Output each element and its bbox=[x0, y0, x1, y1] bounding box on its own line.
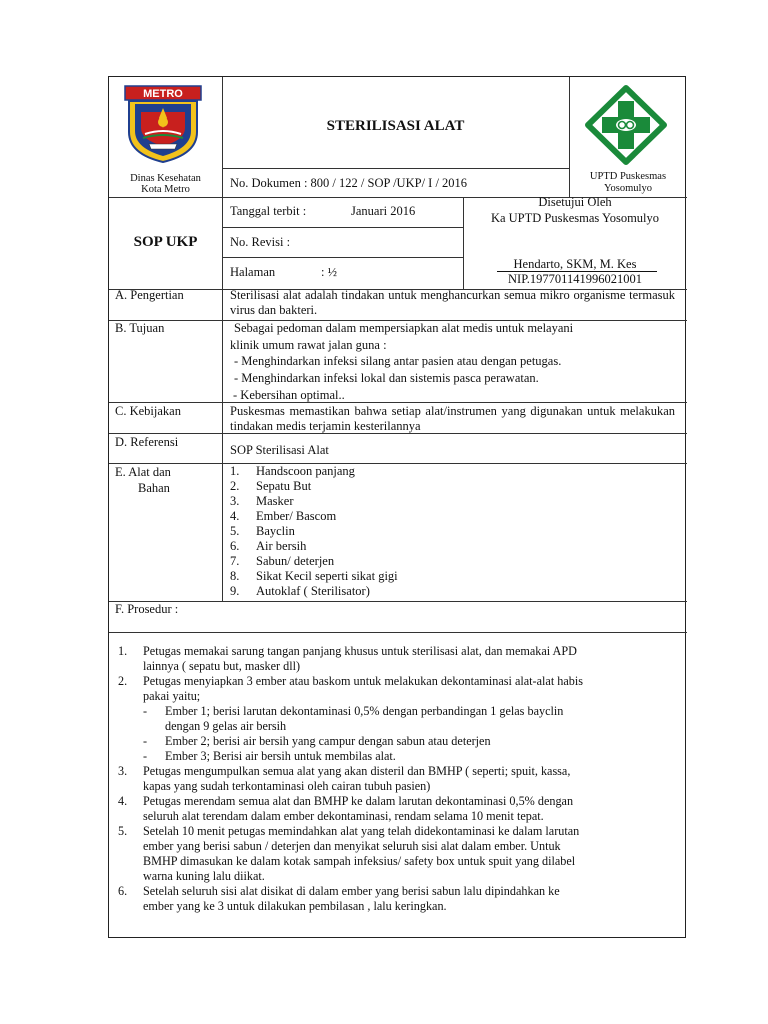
section-b-line: - Kebersihan optimal.. bbox=[233, 388, 345, 402]
svg-text:METRO: METRO bbox=[143, 88, 183, 100]
document-number: No. Dokumen : 800 / 122 / SOP /UKP/ I / 2016 bbox=[230, 176, 468, 190]
divider bbox=[222, 257, 463, 258]
procedure-step: 4. Petugas merendam semua alat dan BMHP ke dalam larutan dekontaminasi 0,5% dengan bbox=[118, 794, 574, 808]
divider bbox=[222, 227, 463, 228]
list-item: 4. Ember/ Bascom bbox=[230, 509, 337, 523]
divider bbox=[109, 632, 687, 633]
list-item: 9. Autoklaf ( Sterilisator) bbox=[230, 584, 370, 598]
halaman-value: : ½ bbox=[321, 265, 337, 279]
procedure-line: ember yang berisi sabun / deterjen dan menyikat seluruh sisi alat dalam ember. Untuk bbox=[143, 839, 561, 853]
section-a-label: A. Pengertian bbox=[115, 288, 184, 302]
puskesmas-logo-icon bbox=[584, 83, 668, 167]
divider bbox=[222, 289, 223, 601]
signer-name: Hendarto, SKM, M. Kes bbox=[513, 257, 637, 271]
tanggal-label: Tanggal terbit : bbox=[230, 204, 307, 218]
divider bbox=[109, 402, 687, 403]
procedure-line: lainnya ( sepatu but, masker dll) bbox=[143, 659, 301, 673]
signer-nip: NIP.197701141996021001 bbox=[508, 272, 642, 286]
section-f-label: F. Prosedur : bbox=[115, 602, 179, 616]
section-d-label: D. Referensi bbox=[115, 435, 179, 449]
section-b-label: B. Tujuan bbox=[115, 321, 165, 335]
list-item: 1. Handscoon panjang bbox=[230, 464, 355, 478]
section-c-label: C. Kebijakan bbox=[115, 404, 181, 418]
section-c-text: Puskesmas memastikan bahwa setiap alat/instrumen yang digunakan untuk melakukan tindakan medis terjamin kesterilannya bbox=[230, 404, 675, 433]
procedure-line: seluruh alat terendam dalam ember dekontaminasi, rendam selama 10 menit tepat. bbox=[143, 809, 544, 823]
section-e-label: Bahan bbox=[138, 481, 170, 495]
procedure-line: kapas yang sudah terkontaminasi oleh cairan tubuh pasien) bbox=[143, 779, 431, 793]
section-e-label: E. Alat dan bbox=[115, 465, 171, 479]
procedure-line: dengan 9 gelas air bersih bbox=[165, 719, 287, 733]
procedure-step: 5. Setelah 10 menit petugas memindahkan alat yang telah didekontaminasi ke dalam larutan bbox=[118, 824, 580, 838]
equipment-list bbox=[230, 464, 398, 599]
list-item: 8. Sikat Kecil seperti sikat gigi bbox=[230, 569, 398, 583]
procedure-substep: - Ember 2; berisi air bersih yang campur dengan sabun atau deterjen bbox=[143, 734, 491, 748]
procedure-substep: - Ember 1; berisi larutan dekontaminasi 0,5% dengan perbandingan 1 gelas bayclin bbox=[143, 704, 564, 718]
divider bbox=[109, 463, 687, 464]
list-item: 2. Sepatu But bbox=[230, 479, 312, 493]
procedure-line: pakai yaitu; bbox=[143, 689, 201, 703]
procedure-step: 2. Petugas menyiapkan 3 ember atau baskom untuk melakukan dekontaminasi alat-alat habis bbox=[118, 674, 583, 688]
approval-line1: Disetujui Oleh bbox=[538, 195, 612, 209]
section-a-text: Sterilisasi alat adalah tindakan untuk menghancurkan semua mikro organisme termasuk virus dan bakteri. bbox=[230, 288, 675, 317]
list-item: 6. Air bersih bbox=[230, 539, 307, 553]
approval-line2: Ka UPTD Puskesmas Yosomulyo bbox=[490, 211, 660, 225]
halaman-label: Halaman bbox=[230, 265, 276, 279]
org-left-line1: Dinas Kesehatan bbox=[130, 173, 201, 184]
section-b-line: klinik umum rawat jalan guna : bbox=[230, 338, 387, 352]
section-b-line: - Menghindarkan infeksi silang antar pasien atau dengan petugas. bbox=[234, 354, 562, 368]
document-title: STERILISASI ALAT bbox=[326, 118, 465, 134]
procedure-line: warna kuning lalu diikat. bbox=[143, 869, 265, 883]
procedure-step: 6. Setelah seluruh sisi alat disikat di dalam ember yang berisi sabun lalu dipindahkan ke bbox=[118, 884, 560, 898]
list-item: 3. Masker bbox=[230, 494, 294, 508]
org-right-line2: Yosomulyo bbox=[604, 183, 652, 194]
section-b-line: - Menghindarkan infeksi lokal dan sistemis pasca perawatan. bbox=[234, 371, 539, 385]
procedure-step: 3. Petugas mengumpulkan semua alat yang akan disteril dan BMHP ( seperti; spuit, kassa, bbox=[118, 764, 571, 778]
section-b-line: Sebagai pedoman dalam mempersiapkan alat medis untuk melayani bbox=[234, 321, 574, 335]
procedure-line: BMHP dimasukan ke dalam kotak sampah infeksius/ safety box untuk spuit yang dilabel bbox=[143, 854, 576, 868]
tanggal-value: Januari 2016 bbox=[351, 204, 416, 218]
divider bbox=[109, 601, 687, 602]
procedure-substep: - Ember 3; Berisi air bersih untuk membilas alat. bbox=[143, 749, 396, 763]
sop-label: SOP UKP bbox=[133, 234, 198, 250]
kota-metro-crest-icon bbox=[123, 84, 203, 164]
revisi-label: No. Revisi : bbox=[230, 235, 291, 249]
org-right-line1: UPTD Puskesmas bbox=[589, 171, 667, 182]
procedure-list bbox=[118, 644, 583, 914]
org-left-line2: Kota Metro bbox=[141, 184, 190, 195]
divider bbox=[222, 168, 569, 169]
list-item: 5. Bayclin bbox=[230, 524, 295, 538]
section-d-text: SOP Sterilisasi Alat bbox=[230, 443, 329, 457]
sop-document bbox=[108, 76, 686, 938]
list-item: 7. Sabun/ deterjen bbox=[230, 554, 335, 568]
procedure-step: 1. Petugas memakai sarung tangan panjang khusus untuk sterilisasi alat, dan memakai APD bbox=[118, 644, 577, 658]
procedure-line: ember yang ke 3 untuk dilakukan pembilasan , lalu keringkan. bbox=[143, 899, 447, 913]
